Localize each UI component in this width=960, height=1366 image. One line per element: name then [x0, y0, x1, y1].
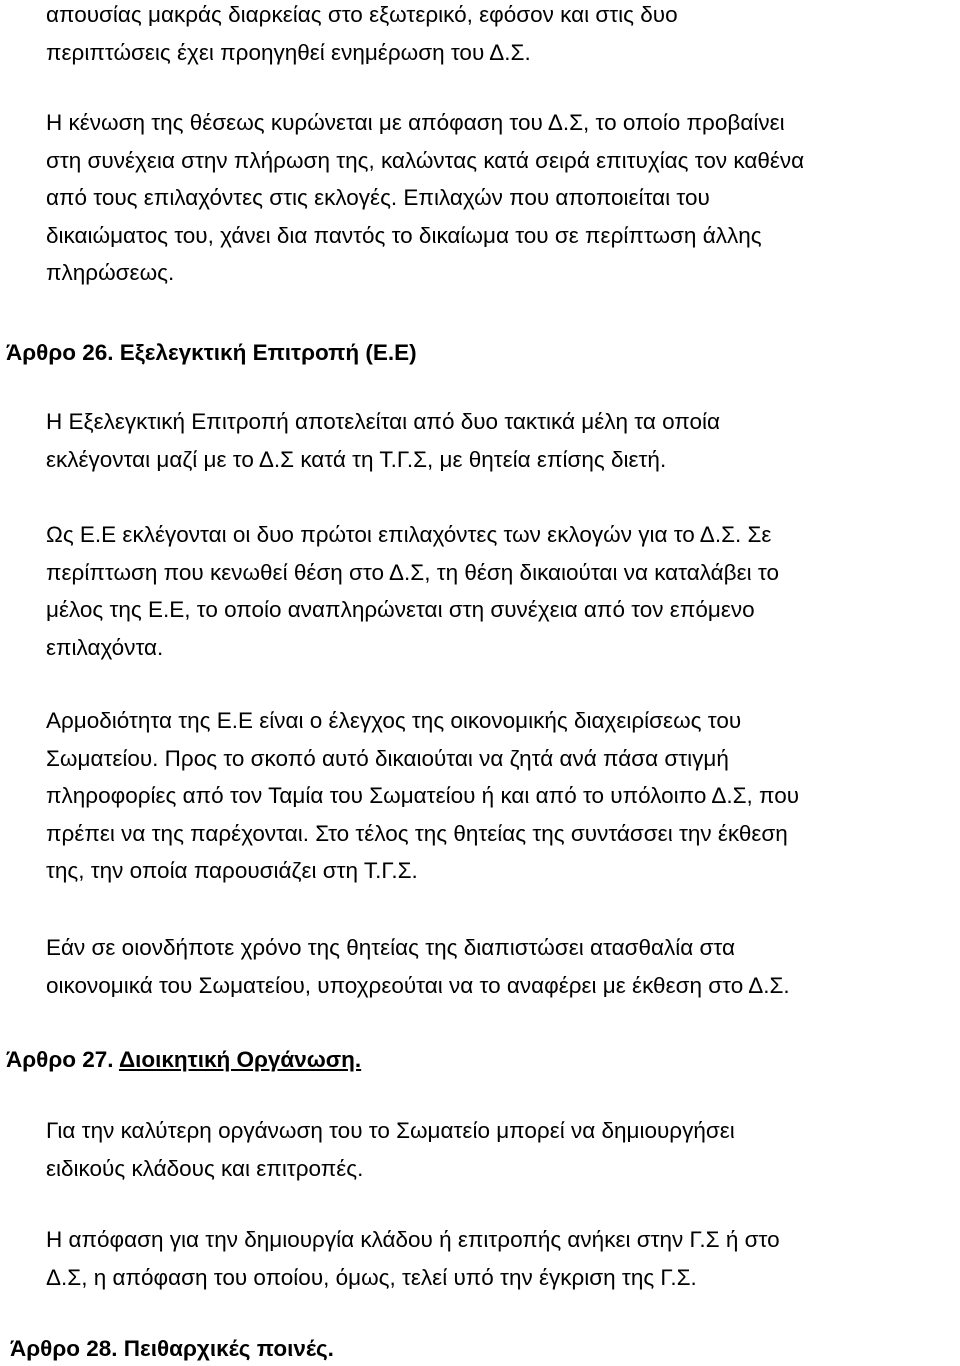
paragraph-organization: [46, 1112, 946, 1187]
text-line: Η Εξελεγκτική Επιτροπή αποτελείται από δυο τακτικά μέλη τα οποία: [46, 409, 721, 434]
text-line: περίπτωση που κενωθεί θέση στο Δ.Σ, τη θέση δικαιούται να καταλάβει το: [46, 559, 779, 585]
text-line: περιπτώσεις έχει προηγηθεί ενημέρωση του Δ.Σ.: [46, 39, 531, 65]
article-26-heading: Άρθρο 26. Εξελεγκτική Επιτροπή (Ε.Ε): [6, 340, 417, 365]
text-line: της, την οποία παρουσιάζει στη Τ.Γ.Σ.: [46, 858, 418, 883]
text-line: Σωματείου. Προς το σκοπό αυτό δικαιούται να ζητά ανά πάσα στιγμή: [46, 745, 729, 771]
text-line: εκλέγονται μαζί με το Δ.Σ κατά τη Τ.Γ.Σ, με θητεία επίσης διετή.: [46, 446, 667, 472]
text-line: Για την καλύτερη οργάνωση του το Σωματείο μπορεί να δημιουργήσει: [46, 1118, 735, 1143]
text-line: δικαιώματος του, χάνει δια παντός το δικαίωμα του σε περίπτωση άλλης: [46, 222, 762, 248]
text-line: από τους επιλαχόντες στις εκλογές. Επιλαχών που αποποιείται του: [46, 185, 710, 210]
paragraph-audit-committee-duties: [46, 702, 946, 890]
text-line: Ως Ε.Ε εκλέγονται οι δυο πρώτοι επιλαχόντες των εκλογών για το Δ.Σ. Σε: [46, 522, 772, 547]
paragraph-audit-committee-composition: [46, 403, 946, 478]
paragraph-branch-creation: [46, 1221, 946, 1296]
text-line: Δ.Σ, η απόφαση του οποίου, όμως, τελεί υπό την έγκριση της Γ.Σ.: [46, 1264, 697, 1290]
article-27-heading: [6, 1045, 361, 1075]
text-line: Η απόφαση για την δημιουργία κλάδου ή επιτροπής ανήκει στην Γ.Σ ή στο: [46, 1227, 780, 1252]
article-27-prefix: Άρθρο 27.: [6, 1047, 119, 1072]
paragraph-irregularity-report: [46, 929, 946, 1004]
text-line: μέλος της Ε.Ε, το οποίο αναπληρώνεται στη συνέχεια από τον επόμενο: [46, 597, 755, 622]
text-line: ειδικούς κλάδους και επιτροπές.: [46, 1155, 364, 1181]
paragraph-vacancy: [46, 104, 946, 292]
paragraph-absence-notice: [46, 0, 946, 71]
text-line: Η κένωση της θέσεως κυρώνεται με απόφαση του Δ.Σ, το οποίο προβαίνει: [46, 110, 785, 135]
text-line: Αρμοδιότητα της Ε.Ε είναι ο έλεγχος της οικονομικής διαχειρίσεως του: [46, 708, 742, 733]
article-28-heading: Άρθρο 28. Πειθαρχικές ποινές.: [10, 1336, 334, 1361]
paragraph-audit-committee-election: [46, 516, 946, 666]
text-line: επιλαχόντα.: [46, 634, 164, 660]
text-line: απουσίας μακράς διαρκείας στο εξωτερικό, εφόσον και στις δυο: [46, 2, 678, 27]
text-line: Εάν σε οιονδήποτε χρόνο της θητείας της διαπιστώσει ατασθαλία στα: [46, 935, 735, 960]
article-27-title: Διοικητική Οργάνωση.: [118, 1047, 362, 1072]
text-line: οικονομικά του Σωματείου, υποχρεούται να το αναφέρει με έκθεση στο Δ.Σ.: [46, 972, 790, 998]
text-line: πληρώσεως.: [46, 260, 175, 285]
text-line: πληροφορίες από τον Ταμία του Σωματείου ή και από το υπόλοιπο Δ.Σ, που: [46, 783, 800, 808]
text-line: στη συνέχεια στην πλήρωση της, καλώντας κατά σειρά επιτυχίας τον καθένα: [46, 147, 805, 173]
text-line: πρέπει να της παρέχονται. Στο τέλος της θητείας της συντάσσει την έκθεση: [46, 820, 788, 846]
